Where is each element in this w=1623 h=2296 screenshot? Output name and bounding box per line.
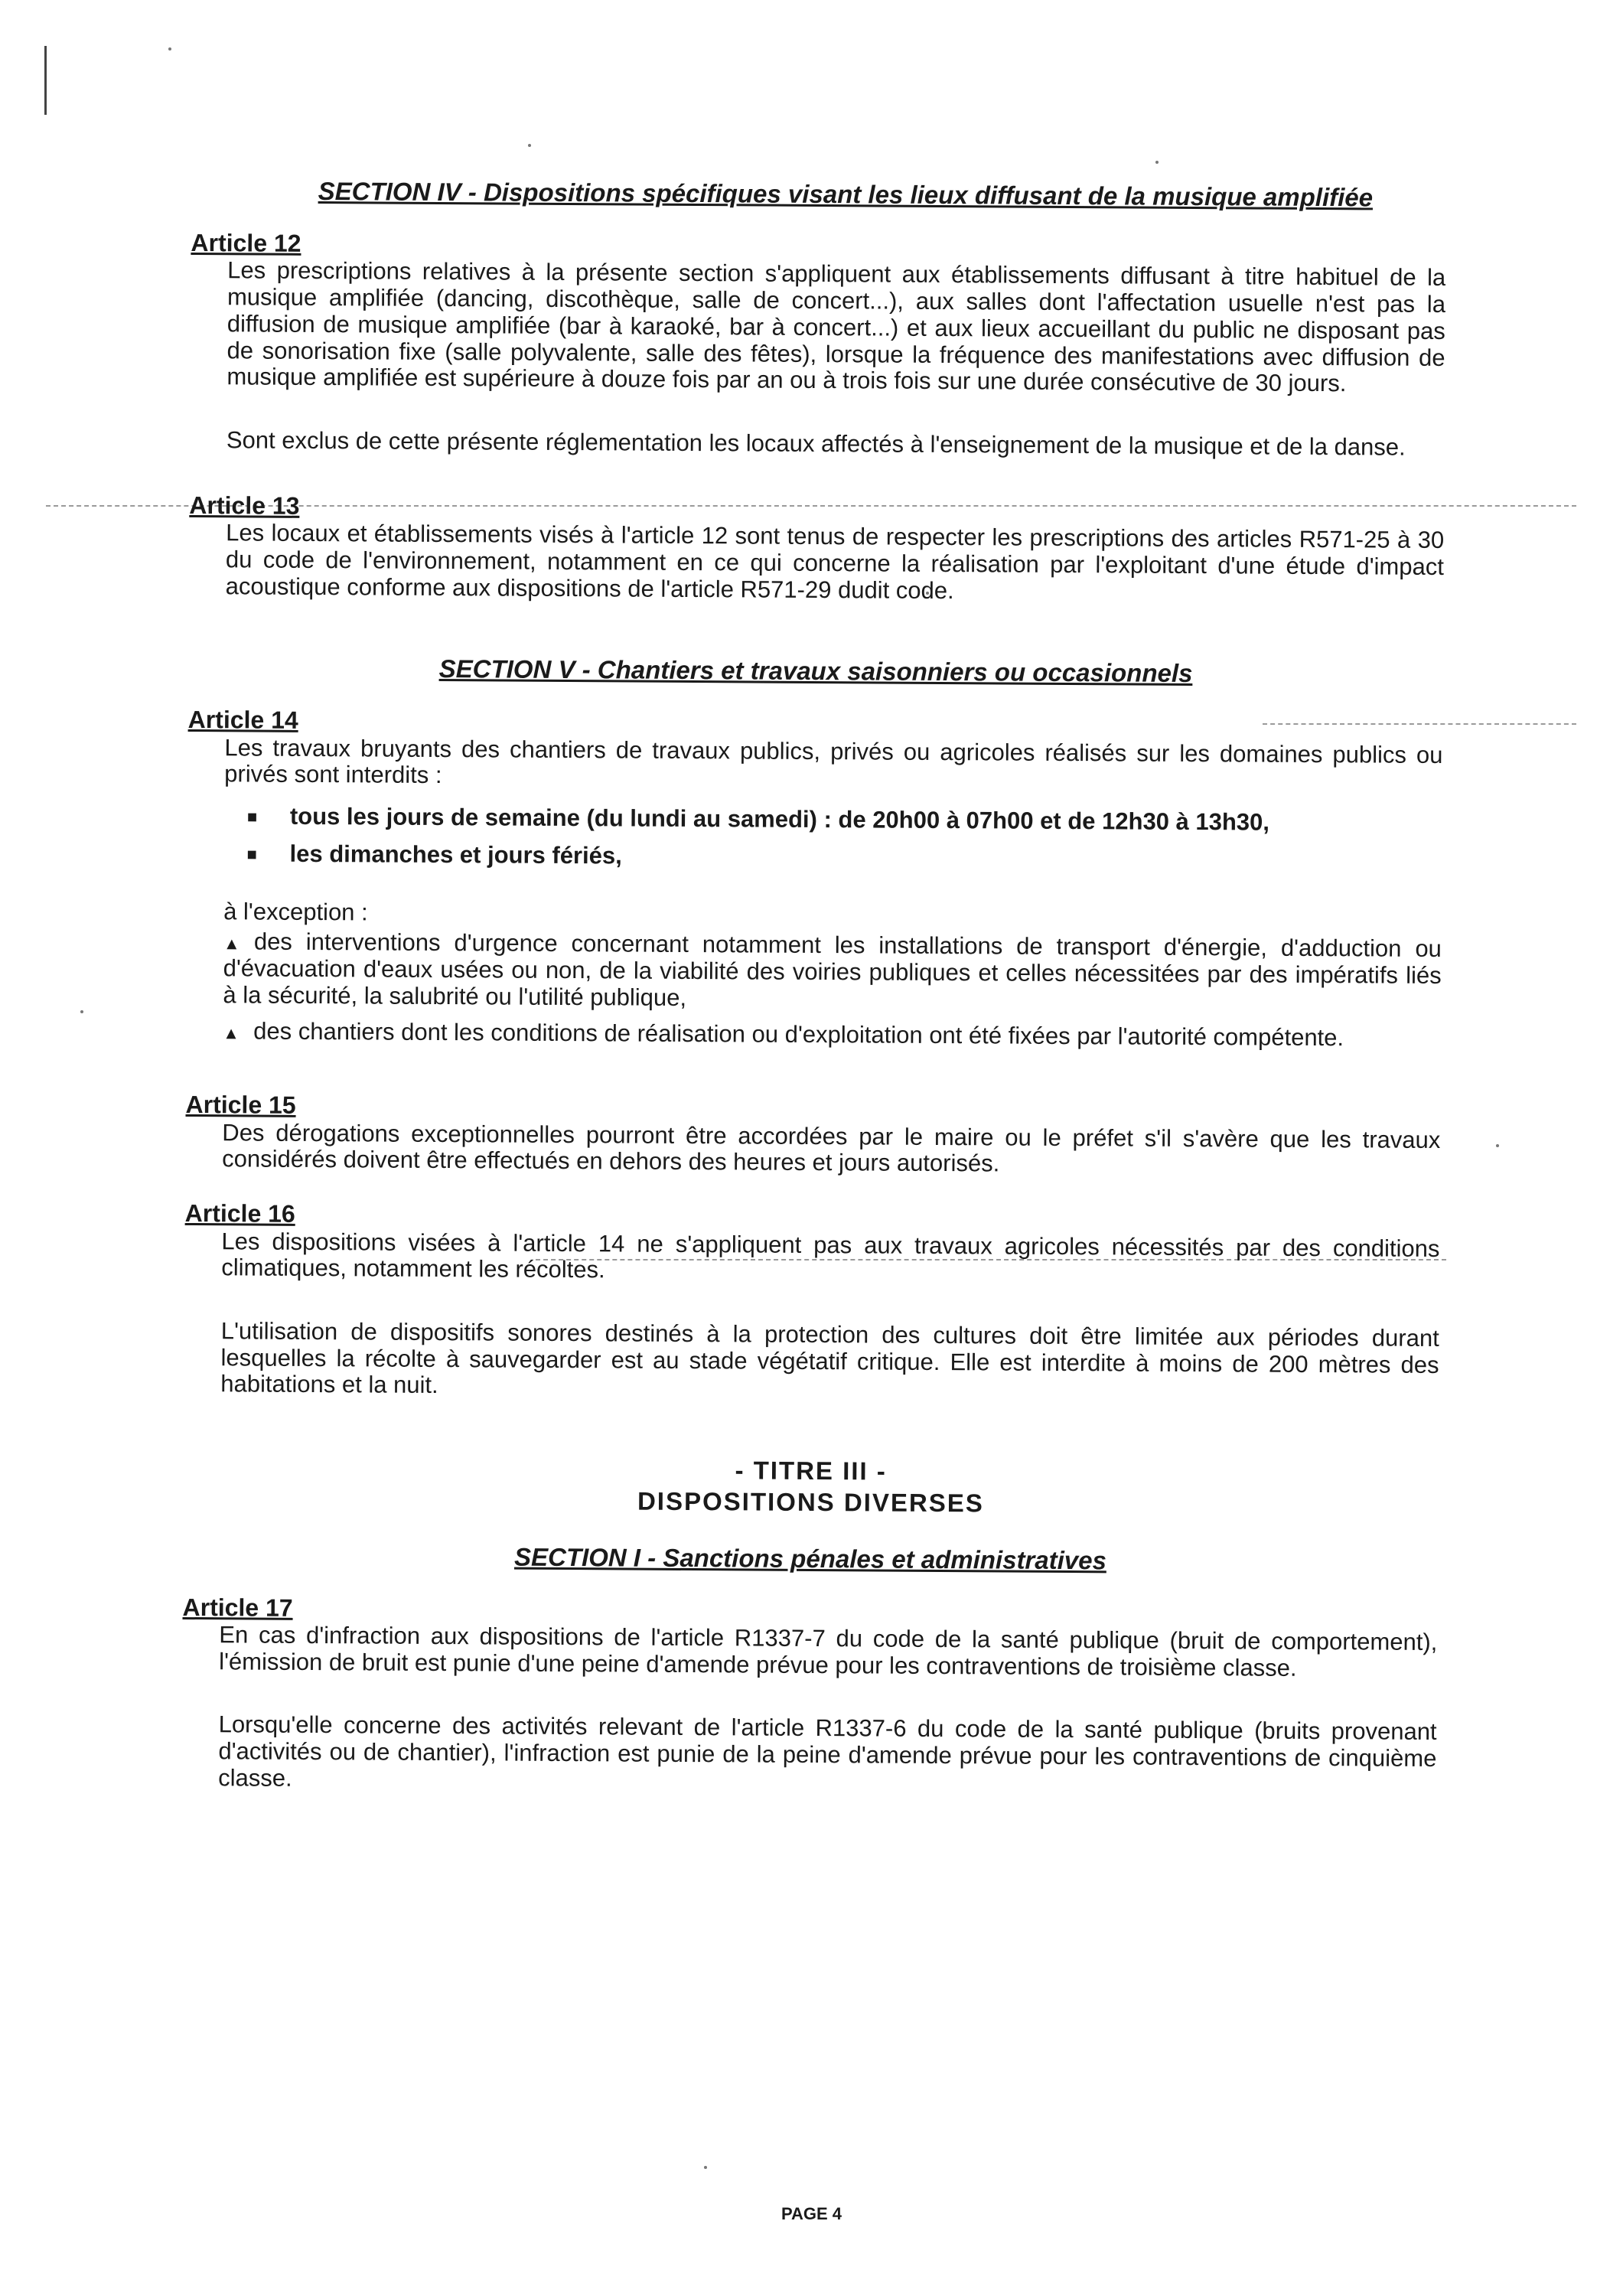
article-12-paragraph-2: Sont exclus de cette présente réglementation les locaux affectés à l'enseignement de la musique et de la danse. bbox=[226, 426, 1406, 461]
triangle-hand-icon: ▲ bbox=[223, 1022, 240, 1043]
titre-iii-line-1: - TITRE III - bbox=[735, 1456, 887, 1486]
article-12-paragraph-1: Les prescriptions relatives à la présente section s'appliquent aux établissements diffusant à titre habituel de la musique amplifiée (dancing, discothèque, salle de concert...), aux salles dont l'affectation usuelle n'est pas la diffusion de musique amplifiée (bar à karaoké, bar à concert...) et aux lieux accueillant du public ne disposant pas de sonorisation fixe (salle polyvalente, salle des fêtes), lorsque la fréquence des manifestations avec diffusion de musique amplifiée est supérieure à douze fois par an ou à trois fois sur une durée consécutive de 30 jours. bbox=[227, 256, 1446, 397]
article-13 bbox=[189, 491, 1445, 608]
exception-item bbox=[223, 1018, 1441, 1052]
titre-iii-heading bbox=[183, 1451, 1438, 1522]
article-13-paragraph-1: Les locaux et établissements visés à l'article 12 sont tenus de respecter les prescriptions des articles R571-25 à 30 du code de l'environnement, notamment en ce qui concerne la réalisation par l'exploitant d'une étude d'impact acoustique conforme aux dispositions de l'article R571-29 dudit code. bbox=[225, 519, 1445, 604]
article-15-paragraph-1: Des dérogations exceptionnelles pourront être accordées par le maire ou le préfet s'il s'avère que les travaux considérés doivent être effectués en dehors des heures et jours autorisés. bbox=[222, 1118, 1441, 1177]
exception-intro: à l'exception : bbox=[223, 898, 368, 926]
scan-speck bbox=[1496, 1144, 1499, 1147]
bullet-text: les dimanches et jours fériés, bbox=[289, 840, 622, 869]
article-14-paragraph-1: Les travaux bruyants des chantiers de travaux publics, privés ou agricoles réalisés sur les domaines publics ou privés sont interdits : bbox=[224, 733, 1443, 789]
section-v-title: SECTION V - Chantiers et travaux saisonniers ou occasionnels bbox=[438, 654, 1193, 688]
article-16 bbox=[184, 1199, 1440, 1405]
triangle-hand-icon: ▲ bbox=[223, 934, 240, 954]
article-17-title: Article 17 bbox=[182, 1593, 293, 1622]
article-12-title: Article 12 bbox=[191, 228, 301, 257]
list-item bbox=[247, 804, 1442, 838]
article-16-paragraph-2: L'utilisation de dispositifs sonores destinés à la protection des cultures doit être limitée aux périodes durant lesquelles la récolte à sauvegarder est au stade végétatif critique. Elle est interdite à moins de 200 mètres des habitations et la nuit. bbox=[220, 1317, 1439, 1399]
titre-iii-line-2: DISPOSITIONS DIVERSES bbox=[637, 1486, 984, 1518]
square-bullet-icon: ■ bbox=[246, 844, 257, 864]
article-14-title: Article 14 bbox=[187, 706, 298, 735]
article-17-paragraph-1: En cas d'infraction aux dispositions de l'article R1337-7 du code de la santé publique (bruit de comportement), l'émission de bruit est punie d'une peine d'amende prévue pour les contraventions de troisième classe. bbox=[219, 1621, 1438, 1681]
square-bullet-icon: ■ bbox=[246, 807, 258, 827]
article-13-title: Article 13 bbox=[189, 491, 300, 520]
scan-speck bbox=[80, 1010, 83, 1013]
article-15 bbox=[185, 1090, 1441, 1180]
scan-speck bbox=[168, 47, 171, 51]
scan-speck bbox=[704, 2166, 707, 2169]
document-body bbox=[181, 176, 1446, 1799]
page-number: PAGE 4 bbox=[781, 2204, 842, 2223]
article-16-paragraph-1: Les dispositions visées à l'article 14 ne s'appliquent pas aux travaux agricoles nécessités par des conditions climatiques, notamment les récoltes. bbox=[221, 1227, 1440, 1283]
bullet-text: tous les jours de semaine (du lundi au samedi) : de 20h00 à 07h00 et de 12h30 à 13h30, bbox=[289, 802, 1270, 836]
section-i-title: SECTION I - Sanctions pénales et administratives bbox=[513, 1542, 1107, 1574]
article-15-title: Article 15 bbox=[185, 1091, 296, 1120]
article-16-title: Article 16 bbox=[184, 1199, 295, 1228]
scan-speck bbox=[528, 144, 531, 147]
article-17-paragraph-2: Lorsqu'elle concerne des activités relevant de l'article R1337-6 du code de la santé publique (bruits provenant d'activités ou de chantier), l'infraction est punie de la peine d'amende prévue pour les contraventions de cinquième classe. bbox=[218, 1711, 1437, 1792]
article-17 bbox=[181, 1593, 1438, 1799]
article-14 bbox=[186, 705, 1443, 1052]
exception-text: des chantiers dont les conditions de réalisation ou d'exploitation ont été fixées par l'autorité compétente. bbox=[253, 1017, 1344, 1051]
article-12 bbox=[190, 228, 1446, 461]
exception-text: des interventions d'urgence concernant notamment les installations de transport d'énergie, d'adduction ou d'évacuation d'eaux usées ou non, de la viabilité des voiries publiques et celles nécessitées par des impératifs liés à la sécurité, la salubrité ou l'utilité publique, bbox=[223, 928, 1442, 1011]
scan-speck bbox=[1155, 161, 1159, 164]
list-item bbox=[246, 841, 1442, 876]
section-iv-title: SECTION IV - Dispositions spécifiques visant les lieux diffusant de la musique amplifiée bbox=[318, 177, 1374, 212]
article-14-bullet-list bbox=[246, 804, 1442, 876]
scan-margin-line bbox=[44, 46, 47, 115]
exception-item bbox=[223, 929, 1442, 1016]
